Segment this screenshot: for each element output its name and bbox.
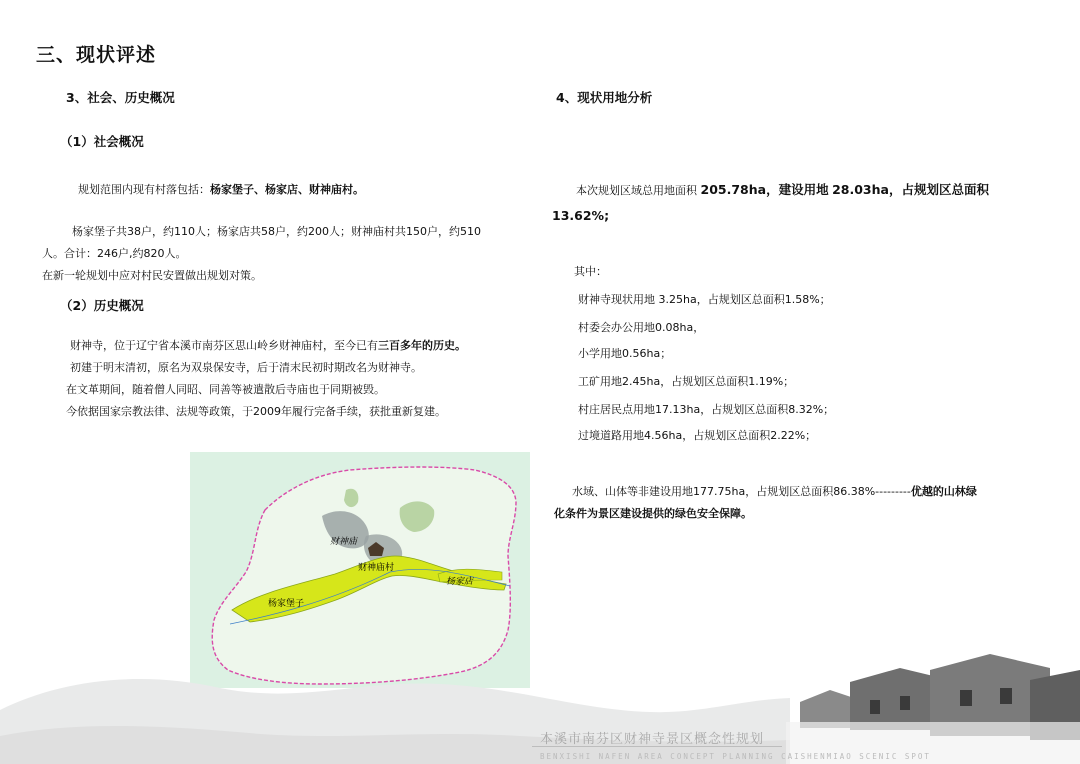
map-label-yangjiapuzi: 杨家堡子 xyxy=(268,599,305,609)
history-line-2: 初建于明末清初，原名为双泉保安寺，后于清末民初时期改名为财神寺。 xyxy=(70,361,422,374)
footer-subtitle: BENXISHI NAFEN AREA CONCEPT PLANNING CAISHENMIAO SCENIC SPOT xyxy=(540,752,931,761)
history-line-1-text: 财神寺，位于辽宁省本溪市南芬区思山岭乡财神庙村，至今已有 xyxy=(70,339,378,352)
land-item: 财神寺现状用地 3.25ha，占规划区总面积1.58%； xyxy=(578,293,831,306)
land-item: 过境道路用地4.56ha，占规划区总面积2.22%； xyxy=(578,429,817,442)
history-highlight: 三百多年的历史。 xyxy=(378,339,466,352)
build-area-value: 28.03ha xyxy=(832,182,889,197)
history-line-1 xyxy=(70,338,466,354)
intro-text-a: 本次规划区域总用地面积 xyxy=(576,184,697,197)
social-line-4: 在新一轮规划中应对村民安置做出规划对策。 xyxy=(42,269,262,282)
history-line-3: 在文革期间，随着僧人同昭、同善等被遣散后寺庙也于同期被毁。 xyxy=(66,383,385,396)
window xyxy=(1000,688,1012,704)
closing-line-1 xyxy=(572,484,977,500)
land-use-intro xyxy=(576,182,989,199)
land-item: 工矿用地2.45ha，占规划区总面积1.19%； xyxy=(578,375,795,388)
social-line-2: 杨家堡子共38户，约110人；杨家店共58户，约200人；财神庙村共150户，约510 xyxy=(72,225,481,238)
closing-highlight-1: 优越的山林绿 xyxy=(910,485,977,498)
closing-text: 水域、山体等非建设用地177.75ha，占规划区总面积86.38%--------- xyxy=(572,485,911,498)
window xyxy=(900,696,910,710)
forest-patch xyxy=(344,489,358,507)
history-line-4: 今依据国家宗教法律、法规等政策，于2009年履行完备手续，获批重新复建。 xyxy=(66,405,446,418)
closing-highlight-2: 化条件为景区建设提供的绿色安全保障。 xyxy=(554,507,752,520)
map-label-temple: 财神庙 xyxy=(330,537,358,547)
land-item: 村庄居民点用地17.13ha，占规划区总面积8.32%； xyxy=(578,403,835,416)
land-item: 小学用地0.56ha； xyxy=(578,347,672,360)
social-line-1 xyxy=(78,182,364,198)
intro-text-b: ，建设用地 xyxy=(766,182,829,197)
footer-title: 本溪市南芬区财神寺景区概念性规划 xyxy=(540,732,765,747)
land-item: 村委会办公用地0.08ha， xyxy=(578,321,705,334)
section-heading-social-history: 3、社会、历史概况 xyxy=(66,90,175,105)
social-overview-heading: （1）社会概况 xyxy=(60,134,144,149)
build-percent-value: 13.62%; xyxy=(552,208,610,223)
history-overview-heading: （2）历史概况 xyxy=(60,298,144,313)
village-names: 杨家堡子、杨家店、财神庙村。 xyxy=(210,183,364,196)
page-title: 三、现状评述 xyxy=(36,44,157,66)
map-label-yangjiadian: 杨家店 xyxy=(446,577,474,587)
total-area-value: 205.78ha xyxy=(700,182,767,197)
intro-text-c: ，占规划区总面积 xyxy=(888,182,989,197)
section-heading-land-use: 4、现状用地分析 xyxy=(556,90,653,105)
map-label-caishen-village: 财神庙村 xyxy=(358,563,395,573)
window xyxy=(960,690,972,706)
social-line-1-text: 规划范围内现有村落包括： xyxy=(78,183,210,196)
among-label: 其中： xyxy=(574,265,607,278)
social-line-3: 人。合计：246户,约820人。 xyxy=(42,247,187,260)
window xyxy=(870,700,880,714)
